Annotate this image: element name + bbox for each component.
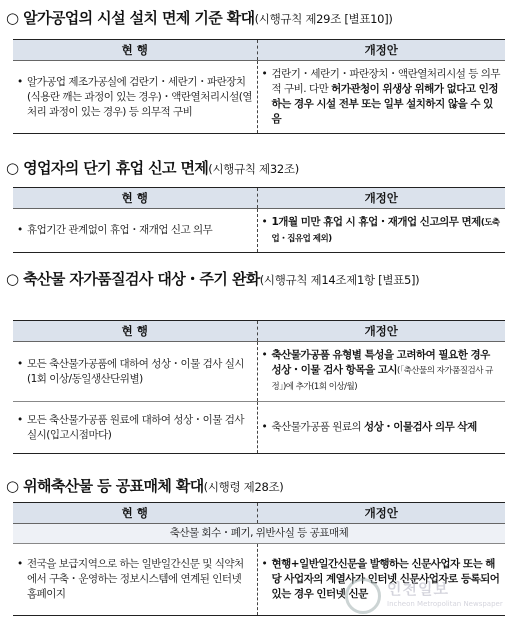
section-3-row-2-revised-text-bold: 성상・이물검사 의무 삭제: [363, 421, 477, 433]
section-3-header-current: 현 행: [13, 321, 257, 342]
section-3-row-1-revised-note: (「축산물의 자가품질검사 규정」)에 추가(1회 이상/월): [271, 366, 493, 392]
section-1-title-ref: (시행규칙 제29조 [별표10]): [254, 12, 393, 26]
newspaper-watermark: [345, 576, 510, 626]
section-4-title: [6, 476, 511, 497]
section-2-revised-cell: • 1개월 미만 휴업 시 휴업・재개업 신고의무 면제(도축업・집유업 제외): [257, 209, 505, 253]
watermark-subtitle: Incheon Metropolitan Newspaper: [387, 600, 503, 608]
section-3-row-2-current-cell: • 모든 축산물가공품 원료에 대하여 성상・이물 검사 실시(입고시점마다): [13, 402, 257, 454]
section-2-revised-text: 1개월 미만 휴업 시 휴업・재개업 신고의무 면제: [271, 215, 481, 228]
section-3-row-2-revised-text: 축산물가공품 원료의: [271, 421, 364, 433]
section-1-title-main: ○ 알가공업의 시설 설치 면제 기준 확대: [6, 9, 255, 27]
section-3-title-ref: (시행규칙 제14조제1항 [별표5]): [259, 273, 420, 287]
watermark-title: 인천일보: [387, 580, 449, 598]
section-2-title-main: ○ 영업자의 단기 휴업 신고 면제: [6, 159, 209, 177]
section-2-header-revised: 개정안: [257, 188, 505, 209]
section-1-current-text: 알가공업 제조가공실에 검란기・세란기・파란장치(식용란 깨는 과정이 있는 경우)・액란열처리시설(열처리 과정이 있는 경우) 등 의무적 구비: [27, 75, 252, 118]
section-2-title: [6, 158, 511, 179]
section-4-header-current: 현 행: [13, 503, 257, 524]
section-3-table: [13, 320, 505, 454]
section-4-revised-text: 현행+일반일간신문을 발행하는 신문사업자 또는 해당 사업자의 계열사가 인터넷 신문사업자로 등록되어 있는 경우 인터넷 신문: [271, 558, 500, 600]
section-4-current-cell: • 전국을 보급지역으로 하는 일반일간신문 및 식약처에서 구축・운영하는 정보시스템에 연계된 인터넷 홈페이지: [13, 544, 257, 616]
section-4-title-main: ○ 위해축산물 등 공표매체 확대: [6, 477, 204, 495]
section-3-title-main: ○ 축산물 자가품질검사 대상・주기 완화: [6, 270, 260, 288]
section-4-title-ref: (시행령 제28조): [203, 480, 284, 494]
section-4-span-row: 축산물 회수・폐기, 위반사실 등 공표매체: [13, 524, 505, 544]
section-3-row-1-revised-text: 축산물가공품 유형별 특성을 고려하여 필요한 경우 성상・이물 검사 항목을 고시: [271, 349, 490, 376]
section-3-title: [6, 268, 511, 291]
section-2-title-ref: (시행규칙 제32조): [208, 162, 299, 176]
section-4-current-text: 전국을 보급지역으로 하는 일반일간신문 및 식약처에서 구축・운영하는 정보시스템에 연계된 인터넷 홈페이지: [27, 558, 244, 600]
section-2-current-text: 휴업기간 관계없이 휴업・재개업 신고 의무: [27, 224, 213, 236]
section-2-current-cell: • 휴업기간 관계없이 휴업・재개업 신고 의무: [13, 209, 257, 253]
section-1-revised-text: 검란기・세란기・파란장치・액란열처리시설 등 의무적 구비. 다만: [271, 68, 501, 95]
section-3-row-2-revised-cell: • 축산물가공품 원료의 성상・이물검사 의무 삭제: [257, 402, 505, 454]
section-3-row-1-current-text: 모든 축산물가공품에 대하여 성상・이물 검사 실시(1회 이상/동일생산단위별): [27, 357, 245, 385]
section-1-revised-cell: • 검란기・세란기・파란장치・액란열처리시설 등 의무적 구비. 다만 허가관청이 위생상 위해가 없다고 인정하는 경우 시설 전부 또는 일부 설치하지 않을 수 있음: [257, 61, 505, 134]
section-3-header-revised: 개정안: [257, 321, 505, 342]
section-3-row-1-current-cell: • 모든 축산물가공품에 대하여 성상・이물 검사 실시(1회 이상/동일생산단위별): [13, 342, 257, 402]
section-1-title: [6, 8, 511, 29]
section-4-header-revised: 개정안: [257, 503, 505, 524]
section-3-row-1-revised-cell: • 축산물가공품 유형별 특성을 고려하여 필요한 경우 성상・이물 검사 항목을 고시(「축산물의 자가품질검사 규정」)에 추가(1회 이상/월): [257, 342, 505, 402]
section-1-header-current: 현 행: [13, 40, 257, 61]
section-1-table: [13, 39, 505, 134]
section-1-revised-text-bold: 허가관청이 위생상 위해가 없다고 인정하는 경우 시설 전부 또는 일부 설치하지 않을 수 있음: [271, 83, 498, 125]
section-1-current-cell: • 알가공업 제조가공실에 검란기・세란기・파란장치(식용란 깨는 과정이 있는 경우)・액란열처리시설(열처리 과정이 있는 경우) 등 의무적 구비: [13, 61, 257, 134]
watermark-logo-icon: [345, 578, 381, 614]
section-4-revised-cell: • 현행+일반일간신문을 발행하는 신문사업자 또는 해당 사업자의 계열사가 인터넷 신문사업자로 등록되어 있는 경우 인터넷 신문: [257, 544, 505, 616]
section-2-revised-note: (도축업・집유업 제외): [271, 217, 500, 244]
section-3-row-2-current-text: 모든 축산물가공품 원료에 대하여 성상・이물 검사 실시(입고시점마다): [27, 413, 245, 441]
section-2-header-current: 현 행: [13, 188, 257, 209]
section-1-header-revised: 개정안: [257, 40, 505, 61]
section-2-table: [13, 187, 505, 253]
